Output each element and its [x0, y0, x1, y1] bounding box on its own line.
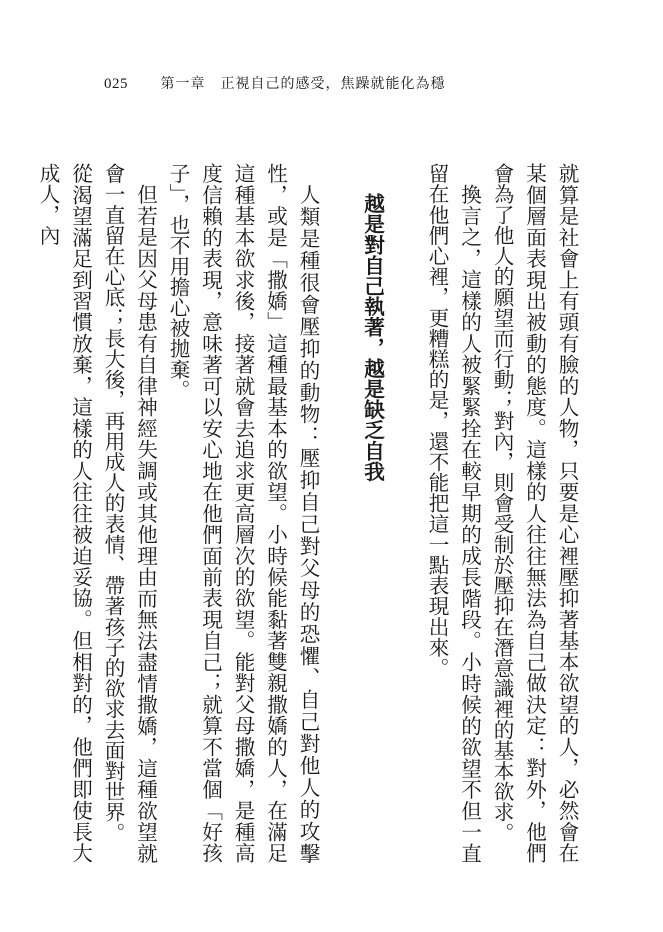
- page-number: 025: [104, 76, 128, 92]
- paragraph: 就算是社會上有頭有臉的人物，只要是心裡壓抑著基本欲望的人，必然會在某個層面表現出被動的態度。這樣的人往往無法為自己做決定：對外，他們會為了他人的願望而行動；對內，則會受制於壓抑在潛意識裡的基本欲求。: [490, 163, 579, 863]
- paragraph: 人類是種很會壓抑的動物：壓抑自己對父母的恐懼、自己對他人的攻擊性，或是「撒嬌」這種最基本的欲望。小時候能黏著雙親撒嬌的人，在滿足這種基本欲求後，接著就會去追求更高層次的欲望。能對父母撒嬌，是種高度信賴的表現，意味著可以安心地在他們面前表現自己；就算不當個「好孩子」，也不用擔心被拋棄。: [166, 163, 320, 863]
- paragraph: 從渴望滿足到習慣放棄，這樣的人往往被迫妥協。但相對的，他們即使長大成人，內: [36, 163, 93, 863]
- running-head: 第一章 正視自己的感受，焦躁就能化為穩: [160, 76, 446, 92]
- page-header: [104, 72, 584, 96]
- paragraph: 但若是因父母患有自律神經失調或其他理由而無法盡情撒嬌，這種欲望就會一直留在心底；長大後，再用成人的表情、帶著孩子的欲求去面對世界。: [101, 163, 158, 863]
- body-text: [36, 163, 583, 863]
- paragraph: 換言之，這樣的人被緊緊拴在較早期的成長階段。小時候的欲望不但一直留在他們心裡，更糟糕的是，還不能把這一點表現出來。: [425, 163, 482, 863]
- section-heading: 越是對自己執著，越是缺乏自我: [360, 193, 385, 482]
